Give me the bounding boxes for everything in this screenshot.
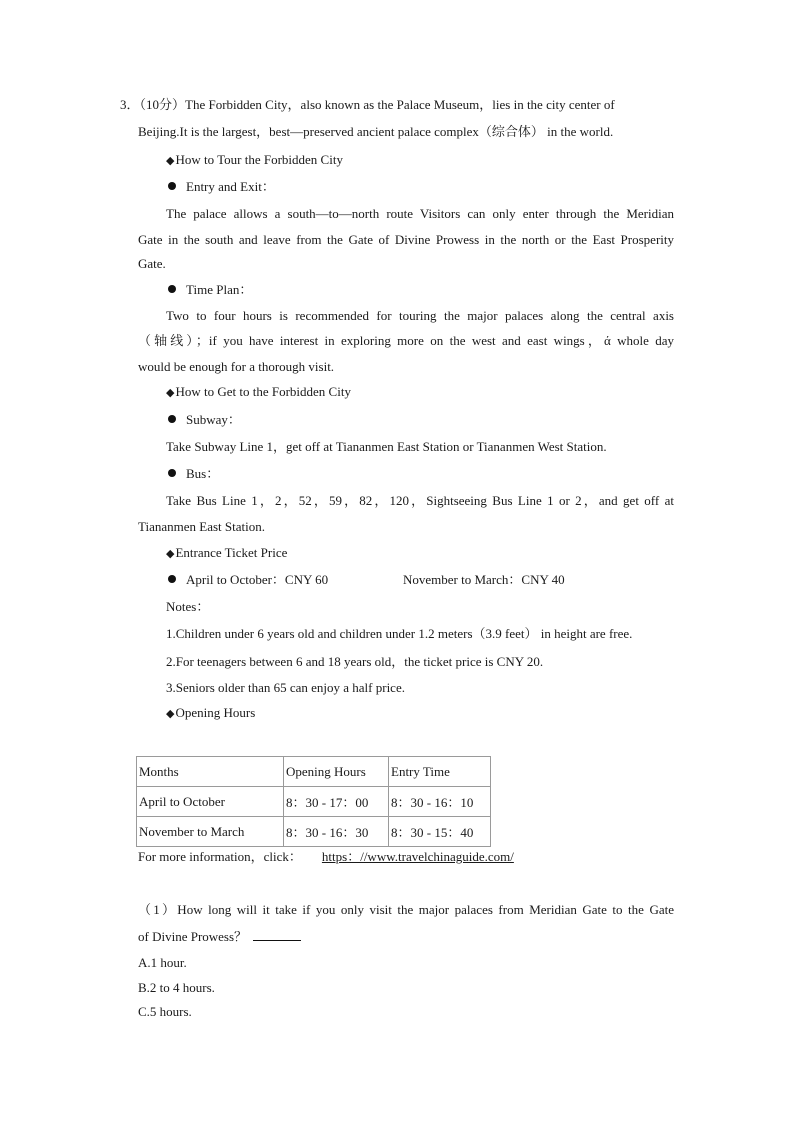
- heading-bus: [168, 465, 219, 483]
- heading-hours: [166, 704, 255, 723]
- question-number: 3．（10分）: [120, 97, 186, 112]
- table-header-cell: Opening Hours: [284, 757, 389, 787]
- intro-text-1: The Forbidden City，also known as the Palace Museum，lies in the city center of: [185, 97, 615, 112]
- travel-link[interactable]: https：//www.travelchinaguide.com/: [321, 849, 514, 864]
- time-text-3: would be enough for a thorough visit.: [138, 359, 335, 374]
- bus-text-1: Take Bus Line 1，2，52，59，82，120，Sightseeing Bus Line 1 or 2，and get off at: [166, 493, 674, 508]
- diamond-icon: ◆: [166, 547, 175, 560]
- sub-question-line-2: [138, 928, 301, 946]
- time-text-2: （轴线）；if you have interest in exploring more on the west and east wings，ά whole day: [138, 333, 674, 348]
- heading-time-text: Time Plan：: [186, 282, 253, 297]
- heading-subway-text: Subway：: [186, 412, 241, 427]
- sub-question-text-2: of Divine Prowess？: [138, 929, 248, 944]
- heading-get: [166, 383, 351, 402]
- more-info-text: For more information，click：: [138, 849, 302, 864]
- note-3: 3.Seniors older than 65 can enjoy a half price.: [166, 680, 405, 695]
- table-row: [137, 787, 491, 817]
- heading-entry: [168, 178, 275, 196]
- table-header-row: [137, 757, 491, 787]
- bullet-icon: [168, 575, 176, 583]
- answer-blank[interactable]: [253, 928, 301, 941]
- bus-text-2: Tiananmen East Station.: [138, 519, 265, 534]
- note-1: 1.Children under 6 years old and children under 1.2 meters（3.9 feet） in height are free.: [166, 626, 633, 641]
- bullet-icon: [168, 285, 176, 293]
- sub-question-line-1: （1）How long will it take if you only visit the major palaces from Meridian Gate to the Gate: [138, 902, 674, 917]
- entry-text-2: Gate in the south and leave from the Gate of Divine Prowess in the north or the East Prosperity: [138, 232, 674, 247]
- table-cell: April to October: [137, 787, 284, 817]
- price-line: [168, 571, 328, 589]
- diamond-icon: ◆: [166, 154, 175, 167]
- notes-heading: Notes：: [166, 599, 210, 614]
- heading-bus-text: Bus：: [186, 466, 220, 481]
- subway-text: Take Subway Line 1，get off at Tiananmen East Station or Tiananmen West Station.: [166, 439, 607, 454]
- heading-time: [168, 281, 252, 299]
- heading-ticket-text: Entrance Ticket Price: [175, 545, 288, 560]
- table-row: [137, 817, 491, 847]
- note-2: 2.For teenagers between 6 and 18 years old，the ticket price is CNY 20.: [166, 654, 544, 669]
- table-cell: 8：30 - 17：00: [284, 787, 389, 817]
- bullet-icon: [168, 415, 176, 423]
- diamond-icon: ◆: [166, 707, 175, 720]
- price-november-march: November to March：CNY 40: [403, 572, 565, 587]
- heading-ticket: [166, 544, 287, 563]
- heading-get-text: How to Get to the Forbidden City: [175, 384, 351, 399]
- opening-hours-table: [136, 756, 491, 847]
- intro-line-1: [120, 96, 615, 114]
- heading-subway: [168, 411, 241, 429]
- price-april-october: April to October：CNY 60: [186, 572, 329, 587]
- heading-tour-text: How to Tour the Forbidden City: [175, 152, 343, 167]
- bullet-icon: [168, 182, 176, 190]
- table-cell: November to March: [137, 817, 284, 847]
- option-c[interactable]: C.5 hours.: [138, 1004, 192, 1019]
- table-cell: 8：30 - 16：10: [389, 787, 491, 817]
- intro-line-2: Beijing.It is the largest，best—preserved ancient palace complex（综合体） in the world.: [138, 124, 614, 139]
- entry-text-3: Gate.: [138, 256, 166, 271]
- table-header-cell: Entry Time: [389, 757, 491, 787]
- heading-tour: [166, 151, 343, 170]
- diamond-icon: ◆: [166, 386, 175, 399]
- entry-text-1: The palace allows a south—to—north route Visitors can only enter through the Meridian: [166, 206, 674, 221]
- time-text-1: Two to four hours is recommended for touring the major palaces along the central axis: [166, 308, 674, 323]
- more-info-line: [138, 848, 514, 866]
- table-cell: 8：30 - 16：30: [284, 817, 389, 847]
- heading-hours-text: Opening Hours: [175, 705, 256, 720]
- option-a[interactable]: A.1 hour.: [138, 955, 187, 970]
- table-header-cell: Months: [137, 757, 284, 787]
- bullet-icon: [168, 469, 176, 477]
- heading-entry-text: Entry and Exit：: [186, 179, 275, 194]
- table-cell: 8：30 - 15：40: [389, 817, 491, 847]
- option-b[interactable]: B.2 to 4 hours.: [138, 980, 215, 995]
